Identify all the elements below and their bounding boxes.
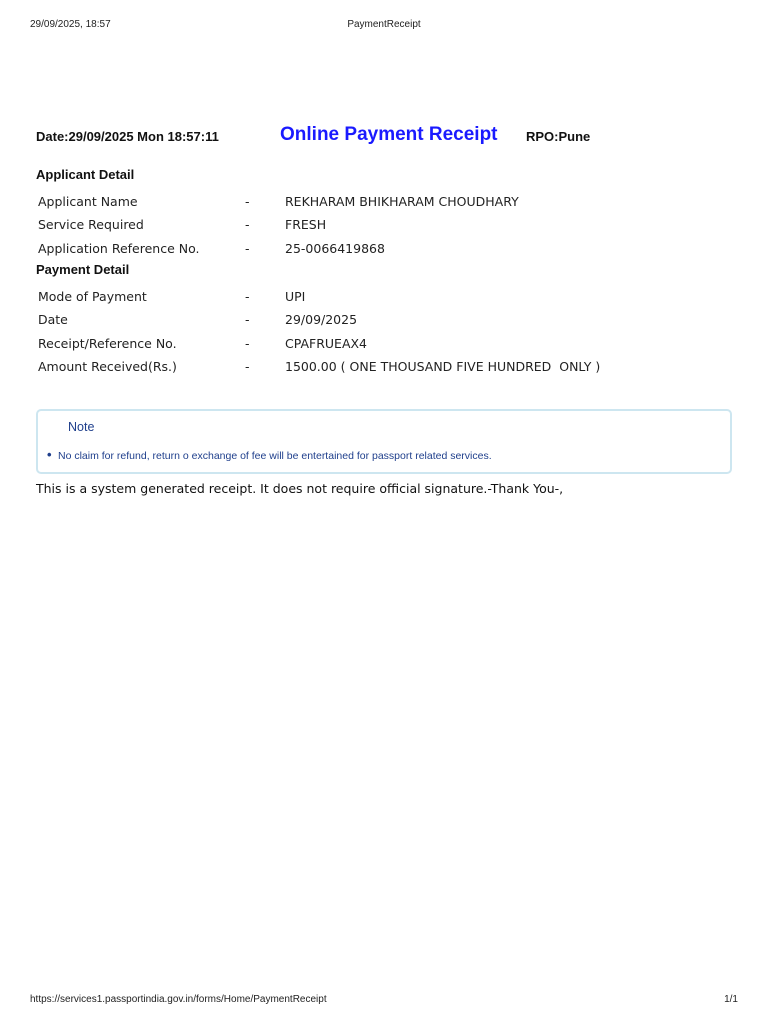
detail-value: 1500.00 ( ONE THOUSAND FIVE HUNDRED ONLY ) xyxy=(285,358,601,374)
detail-separator: - xyxy=(245,194,250,209)
applicant-detail-table xyxy=(38,194,698,264)
mode-of-payment-row xyxy=(38,289,698,312)
receipt-reference-row xyxy=(38,336,698,359)
service-required-row xyxy=(38,217,698,240)
receipt-title-row xyxy=(36,124,736,150)
print-url: https://services1.passportindia.gov.in/forms/Home/PaymentReceipt xyxy=(30,994,327,1005)
payment-detail-table xyxy=(38,289,698,382)
note-text: No claim for refund, return o exchange of fee will be entertained for passport related services. xyxy=(58,450,492,462)
rpo-label: RPO:Pune xyxy=(526,129,591,144)
detail-separator: - xyxy=(245,289,250,304)
application-reference-row xyxy=(38,241,698,264)
amount-received-row xyxy=(38,359,698,382)
detail-value: CPAFRUEAX4 xyxy=(285,335,368,351)
detail-value: REKHARAM BHIKHARAM CHOUDHARY xyxy=(285,194,519,209)
detail-separator: - xyxy=(245,335,250,351)
detail-separator: - xyxy=(245,217,250,233)
detail-separator: - xyxy=(245,240,250,256)
detail-label: Application Reference No. xyxy=(38,240,200,256)
payment-date-row xyxy=(38,312,698,335)
print-header xyxy=(30,19,738,33)
print-title: PaymentReceipt xyxy=(347,19,421,30)
detail-value: FRESH xyxy=(285,217,327,233)
detail-label: Amount Received(Rs.) xyxy=(38,358,177,374)
note-box xyxy=(36,409,732,474)
detail-label: Applicant Name xyxy=(38,194,138,209)
detail-value: 25-0066419868 xyxy=(285,240,385,256)
detail-label: Service Required xyxy=(38,217,144,233)
page-number: 1/1 xyxy=(724,994,738,1005)
detail-value: UPI xyxy=(285,289,306,304)
detail-value: 29/09/2025 xyxy=(285,312,358,328)
detail-separator: - xyxy=(245,358,250,374)
applicant-name-row xyxy=(38,194,698,217)
note-title: Note xyxy=(68,420,95,434)
payment-detail-heading: Payment Detail xyxy=(36,262,130,277)
print-datetime: 29/09/2025, 18:57 xyxy=(30,19,111,30)
page-title: Online Payment Receipt xyxy=(280,124,498,145)
detail-label: Receipt/Reference No. xyxy=(38,335,177,351)
receipt-date: Date:29/09/2025 Mon 18:57:11 xyxy=(36,129,219,144)
bullet-icon: • xyxy=(47,447,52,462)
detail-label: Date xyxy=(38,312,68,328)
applicant-detail-heading: Applicant Detail xyxy=(36,167,135,182)
system-generated-note: This is a system generated receipt. It does not require official signature.-Thank You-, xyxy=(36,481,564,496)
detail-label: Mode of Payment xyxy=(38,289,147,304)
detail-separator: - xyxy=(245,312,250,328)
print-footer xyxy=(30,994,738,1008)
